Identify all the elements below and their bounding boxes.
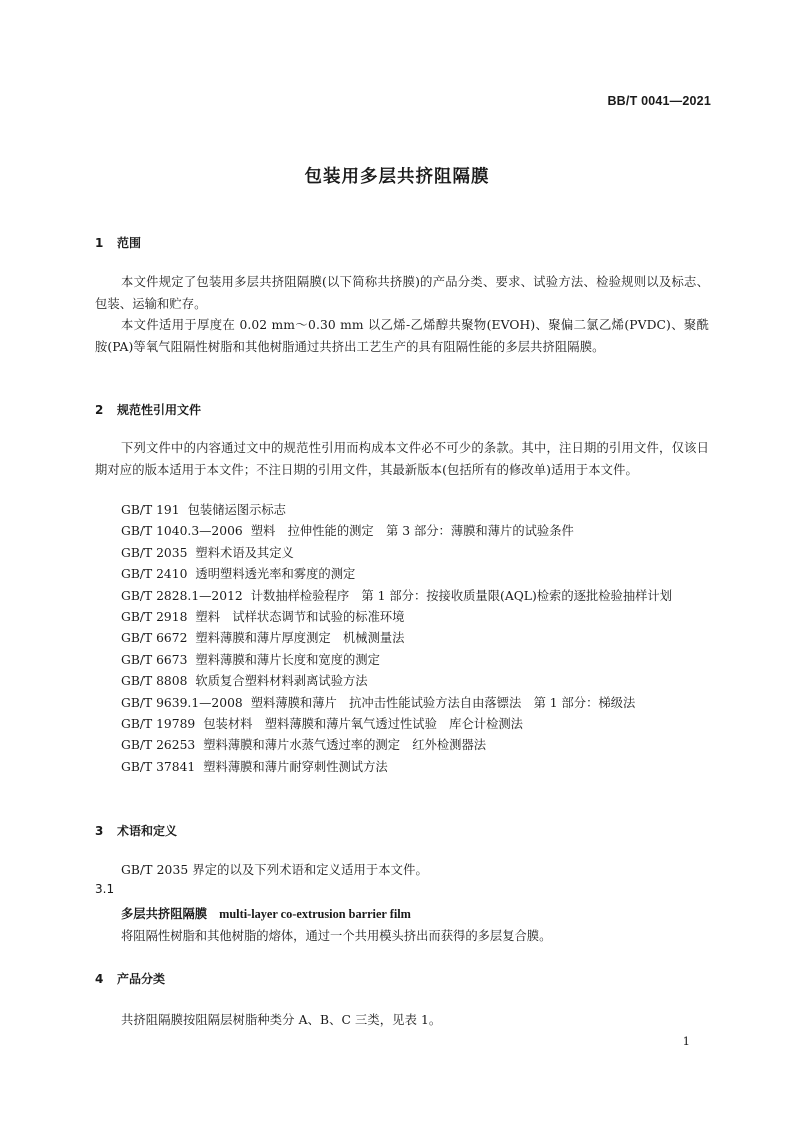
reference-title: 塑料薄膜和薄片耐穿刺性测试方法 (203, 759, 388, 774)
reference-code: GB/T 2410 (121, 567, 188, 582)
section-number: 2 (95, 403, 104, 417)
section-3-heading (95, 822, 177, 839)
reference-item (95, 586, 709, 607)
scope-paragraph-1: 本文件规定了包装用多层共挤阻隔膜(以下简称共挤膜)的产品分类、要求、试验方法、检验规则以及标志、包装、运输和贮存。 (95, 275, 709, 311)
reference-title: 塑料薄膜和薄片 抗冲击性能试验方法自由落镖法 第 1 部分：梯级法 (250, 695, 636, 710)
reference-item (95, 714, 709, 735)
reference-title: 塑料术语及其定义 (195, 545, 294, 560)
section-number: 3 (95, 824, 104, 838)
reference-item (95, 671, 709, 692)
document-title: 包装用多层共挤阻隔膜 (304, 167, 490, 187)
reference-item (95, 607, 709, 628)
reference-title: 塑料薄膜和薄片厚度测定 机械测量法 (195, 631, 405, 646)
reference-code: GB/T 2035 (121, 545, 188, 560)
reference-item (95, 564, 709, 585)
scope-paragraph-2: 本文件适用于厚度在 0.02 mm～0.30 mm 以乙烯-乙烯醇共聚物(EVOH)、聚偏二氯乙烯(PVDC)、聚酰胺(PA)等氧气阻隔性树脂和其他树脂通过共挤出工艺生产的具有阻隔性能的多层共挤阻隔膜。 (95, 318, 709, 354)
reference-code: GB/T 2828.1—2012 (121, 588, 243, 603)
classification-paragraph: 共挤阻隔膜按阻隔层树脂种类分 A、B、C 三类，见表 1。 (121, 1013, 442, 1027)
reference-title: 塑料 试样状态调节和试验的标准环境 (195, 610, 405, 625)
terms-intro: GB/T 2035 界定的以及下列术语和定义适用于本文件。 (121, 863, 428, 877)
reference-code: GB/T 1040.3—2006 (121, 524, 243, 539)
standard-code: BB/T 0041—2021 (607, 94, 711, 108)
section-1-heading (95, 234, 141, 251)
reference-code: GB/T 26253 (121, 738, 196, 753)
reference-item (95, 693, 709, 714)
reference-title: 透明塑料透光率和雾度的测定 (195, 567, 356, 582)
reference-code: GB/T 2918 (121, 610, 188, 625)
term-entry (121, 904, 411, 922)
reference-item (95, 757, 709, 778)
reference-title: 塑料薄膜和薄片长度和宽度的测定 (195, 652, 380, 667)
reference-list (95, 500, 709, 778)
reference-code: GB/T 19789 (121, 717, 196, 732)
reference-title: 计数抽样检验程序 第 1 部分：按接收质量限(AQL)检索的逐批检验抽样计划 (250, 588, 673, 603)
section-2-heading (95, 401, 201, 418)
reference-item (95, 543, 709, 564)
section-number: 4 (95, 972, 104, 986)
section-title: 范围 (117, 236, 142, 250)
section-title: 规范性引用文件 (117, 403, 202, 417)
reference-title: 软质复合塑料材料剥离试验方法 (195, 674, 368, 689)
section-4-heading (95, 970, 165, 987)
term-chinese: 多层共挤阻隔膜 (121, 907, 208, 921)
section-title: 术语和定义 (117, 824, 178, 838)
term-number: 3.1 (95, 882, 115, 896)
term-english: multi-layer co-extrusion barrier film (219, 907, 411, 921)
reference-title: 塑料 拉伸性能的测定 第 3 部分：薄膜和薄片的试验条件 (250, 524, 574, 539)
reference-code: GB/T 9639.1—2008 (121, 695, 243, 710)
section-title: 产品分类 (117, 972, 166, 986)
reference-code: GB/T 6672 (121, 631, 188, 646)
reference-code: GB/T 191 (121, 503, 180, 517)
reference-title: 塑料薄膜和薄片水蒸气透过率的测定 红外检测器法 (203, 738, 487, 753)
reference-code: GB/T 37841 (121, 759, 196, 774)
term-definition: 将阻隔性树脂和其他树脂的熔体，通过一个共用模头挤出而获得的多层复合膜。 (121, 929, 552, 943)
section-number: 1 (95, 236, 104, 250)
reference-code: GB/T 8808 (121, 674, 188, 689)
reference-item (95, 500, 709, 521)
reference-item (95, 628, 709, 649)
reference-item (95, 735, 709, 756)
reference-item (95, 521, 709, 542)
page-number: 1 (682, 1034, 690, 1048)
reference-title: 包装储运图示标志 (187, 503, 286, 517)
reference-code: GB/T 6673 (121, 652, 188, 667)
references-intro: 下列文件中的内容通过文中的规范性引用而构成本文件必不可少的条款。其中，注日期的引用文件，仅该日期对应的版本适用于本文件；不注日期的引用文件，其最新版本(包括所有的修改单)适用于本文件。 (95, 441, 709, 477)
reference-item (95, 650, 709, 671)
reference-title: 包装材料 塑料薄膜和薄片氧气透过性试验 库仑计检测法 (203, 717, 523, 732)
